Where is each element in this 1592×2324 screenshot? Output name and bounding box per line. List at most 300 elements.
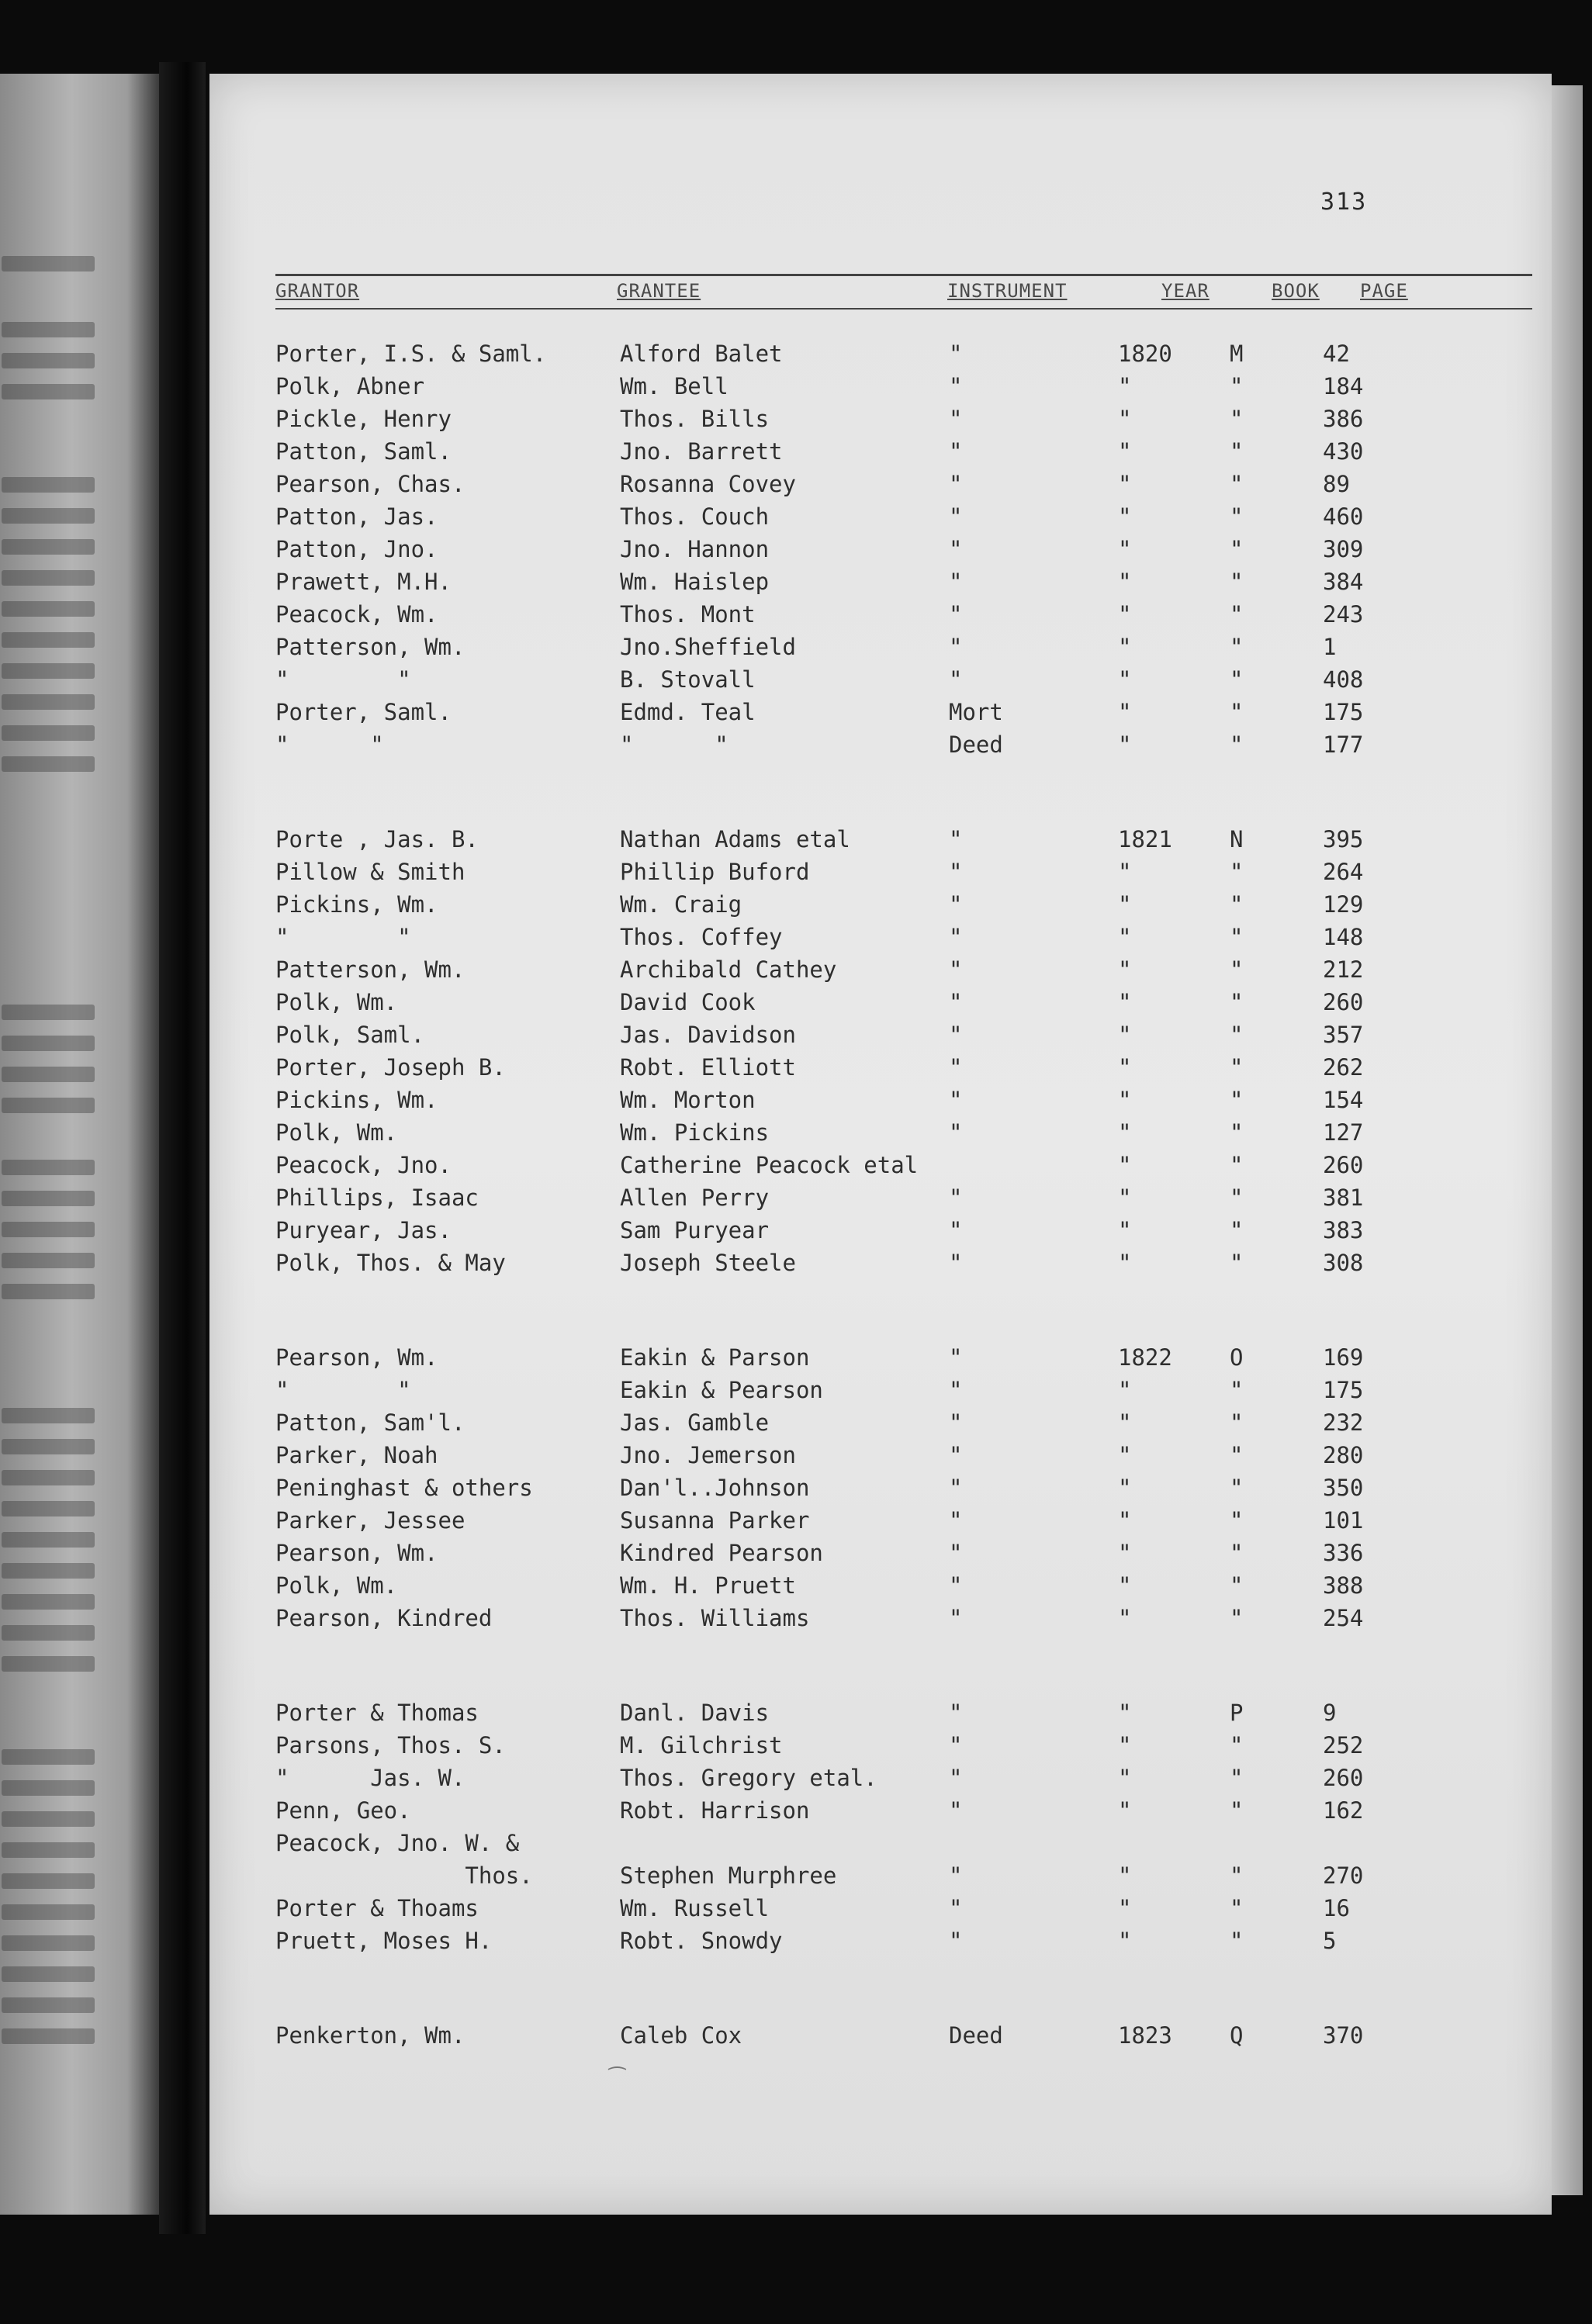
cell-year: " <box>1118 1732 1132 1759</box>
table-row <box>275 1762 1532 1794</box>
cell-instrument: " <box>949 1605 963 1631</box>
cell-instrument: " <box>949 471 963 497</box>
cell-grantor: Patton, Jas. <box>275 503 438 530</box>
table-row <box>275 663 1532 696</box>
cell-page: 262 <box>1323 1054 1364 1081</box>
table-row <box>275 986 1532 1018</box>
cell-page: 309 <box>1323 536 1364 562</box>
cell-grantor: Porte , Jas. B. <box>275 826 479 852</box>
cell-book: " <box>1230 891 1244 918</box>
cell-grantee: Archibald Cathey <box>620 956 837 983</box>
cell-instrument: Deed <box>949 731 1003 758</box>
cell-grantor: " " <box>275 731 384 758</box>
ghost-text <box>2 1935 95 1951</box>
table-row <box>275 1729 1532 1762</box>
cell-book: " <box>1230 503 1244 530</box>
cell-grantor: " " <box>275 1377 411 1403</box>
ghost-text <box>2 1563 95 1579</box>
cell-book: " <box>1230 956 1244 983</box>
cell-grantee: Thos. Coffey <box>620 924 783 950</box>
cell-book: " <box>1230 731 1244 758</box>
cell-grantor: Pearson, Wm. <box>275 1344 438 1371</box>
table-row <box>275 598 1532 631</box>
cell-year: " <box>1118 406 1132 432</box>
cell-year: " <box>1118 1217 1132 1243</box>
cell-book: " <box>1230 1087 1244 1113</box>
table-row <box>275 1892 1532 1925</box>
cell-book: " <box>1230 989 1244 1015</box>
table-row <box>275 370 1532 403</box>
cell-book: M <box>1230 341 1244 367</box>
cell-book: " <box>1230 924 1244 950</box>
cell-grantor: Pearson, Wm. <box>275 1540 438 1566</box>
cell-year: " <box>1118 1507 1132 1534</box>
ghost-text <box>2 1036 95 1051</box>
cell-book: " <box>1230 634 1244 660</box>
ghost-text <box>2 1811 95 1827</box>
table-row <box>275 728 1532 761</box>
cell-page: 175 <box>1323 1377 1364 1403</box>
ghost-text <box>2 1439 95 1454</box>
cell-year: " <box>1118 956 1132 983</box>
left-page-edge <box>0 74 159 2215</box>
cell-grantor: Thos. <box>275 1862 533 1889</box>
cell-book: Q <box>1230 2022 1244 2049</box>
cell-instrument: " <box>949 1409 963 1436</box>
cell-grantor: Patterson, Wm. <box>275 634 465 660</box>
table-row <box>275 468 1532 500</box>
cell-grantor: Porter & Thoams <box>275 1895 479 1921</box>
cell-page: 175 <box>1323 699 1364 725</box>
cell-grantor: Pearson, Kindred <box>275 1605 493 1631</box>
cell-page: 42 <box>1323 341 1350 367</box>
ghost-text <box>2 477 95 493</box>
table-row <box>275 823 1532 856</box>
cell-book: " <box>1230 666 1244 693</box>
ghost-text <box>2 570 95 586</box>
cell-grantor: Pruett, Moses H. <box>275 1928 493 1954</box>
table-row <box>275 631 1532 663</box>
table-row <box>275 1214 1532 1247</box>
cell-grantee: Robt. Elliott <box>620 1054 796 1081</box>
cell-grantee: Jno. Barrett <box>620 438 783 465</box>
cell-grantor: Parker, Jessee <box>275 1507 465 1534</box>
table-row <box>275 1149 1532 1181</box>
table-row <box>275 337 1532 370</box>
cell-book: " <box>1230 1409 1244 1436</box>
cell-book: " <box>1230 1250 1244 1276</box>
cell-instrument: " <box>949 438 963 465</box>
ghost-text <box>2 1997 95 2013</box>
cell-grantee: Caleb Cox <box>620 2022 742 2049</box>
cell-grantor: Parker, Noah <box>275 1442 438 1468</box>
cell-instrument: " <box>949 406 963 432</box>
cell-book: " <box>1230 859 1244 885</box>
table-row <box>275 435 1532 468</box>
cell-year: " <box>1118 471 1132 497</box>
cell-page: 9 <box>1323 1700 1337 1726</box>
cell-grantee: Jas. Gamble <box>620 1409 770 1436</box>
cell-instrument: " <box>949 1217 963 1243</box>
cell-book: " <box>1230 438 1244 465</box>
cell-book: " <box>1230 536 1244 562</box>
cell-book: " <box>1230 1572 1244 1599</box>
cell-book: " <box>1230 1540 1244 1566</box>
cell-page: 260 <box>1323 989 1364 1015</box>
header-top-rule <box>275 274 1532 276</box>
cell-instrument: " <box>949 1732 963 1759</box>
cell-book: " <box>1230 1732 1244 1759</box>
ghost-text <box>2 1284 95 1299</box>
cell-book: P <box>1230 1700 1244 1726</box>
cell-instrument: " <box>949 1022 963 1048</box>
cell-grantee: Wm. Craig <box>620 891 742 918</box>
cell-grantor: Peacock, Wm. <box>275 601 438 628</box>
cell-page: 381 <box>1323 1184 1364 1211</box>
header-bottom-rule <box>275 308 1532 310</box>
cell-grantor: Pickins, Wm. <box>275 1087 438 1113</box>
ghost-text <box>2 1191 95 1206</box>
cell-book: O <box>1230 1344 1244 1371</box>
cell-grantee: Thos. Gregory etal. <box>620 1765 877 1791</box>
ghost-text <box>2 353 95 368</box>
cell-instrument: " <box>949 1700 963 1726</box>
cell-page: 89 <box>1323 471 1350 497</box>
cell-grantor: Phillips, Isaac <box>275 1184 479 1211</box>
cell-page: 184 <box>1323 373 1364 399</box>
cell-book: " <box>1230 1765 1244 1791</box>
cell-grantee: Wm. Bell <box>620 373 729 399</box>
cell-grantee: Jno.Sheffield <box>620 634 796 660</box>
cell-grantee: Kindred Pearson <box>620 1540 823 1566</box>
cell-instrument: " <box>949 1765 963 1791</box>
table-row <box>275 1859 1532 1892</box>
cell-year: " <box>1118 1765 1132 1791</box>
document-page <box>209 74 1552 2215</box>
ghost-text <box>2 1842 95 1858</box>
cell-book: " <box>1230 1475 1244 1501</box>
cell-page: 260 <box>1323 1765 1364 1791</box>
header-instrument: INSTRUMENT <box>947 280 1068 302</box>
cell-page: 430 <box>1323 438 1364 465</box>
cell-grantee: Allen Perry <box>620 1184 770 1211</box>
cell-instrument: " <box>949 956 963 983</box>
ghost-text <box>2 756 95 772</box>
cell-page: 16 <box>1323 1895 1350 1921</box>
cell-grantor: Penkerton, Wm. <box>275 2022 465 2049</box>
cell-grantee: Dan'l..Johnson <box>620 1475 810 1501</box>
cell-grantor: Patterson, Wm. <box>275 956 465 983</box>
cell-year: 1823 <box>1118 2022 1172 2049</box>
header-year: YEAR <box>1161 280 1210 302</box>
cell-grantee: Wm. H. Pruett <box>620 1572 796 1599</box>
cell-instrument: " <box>949 1475 963 1501</box>
cell-grantee: Catherine Peacock etal <box>620 1152 919 1178</box>
cell-page: 383 <box>1323 1217 1364 1243</box>
cell-grantee: Nathan Adams etal <box>620 826 850 852</box>
table-row <box>275 1051 1532 1084</box>
cell-grantee: Eakin & Pearson <box>620 1377 823 1403</box>
ghost-text <box>2 725 95 741</box>
table-row <box>275 2019 1532 2052</box>
cell-instrument: " <box>949 1442 963 1468</box>
cell-year: " <box>1118 536 1132 562</box>
ghost-text <box>2 1501 95 1516</box>
cell-grantee: Jno. Hannon <box>620 536 770 562</box>
cell-instrument: " <box>949 1377 963 1403</box>
group-separator <box>275 1279 1532 1341</box>
ghost-text <box>2 1594 95 1610</box>
cell-grantee: Jno. Jemerson <box>620 1442 796 1468</box>
cell-instrument: " <box>949 341 963 367</box>
table-row <box>275 1406 1532 1439</box>
ghost-text <box>2 601 95 617</box>
cell-instrument: " <box>949 1928 963 1954</box>
table-row <box>275 856 1532 888</box>
cell-instrument: " <box>949 1540 963 1566</box>
cell-page: 169 <box>1323 1344 1364 1371</box>
cell-book: " <box>1230 471 1244 497</box>
cell-grantor: Porter, Joseph B. <box>275 1054 506 1081</box>
cell-grantee: B. Stovall <box>620 666 756 693</box>
pencil-mark: ⁀ <box>609 2067 625 2091</box>
header-grantee: GRANTEE <box>617 280 701 302</box>
cell-book: " <box>1230 373 1244 399</box>
cell-page: 386 <box>1323 406 1364 432</box>
cell-page: 154 <box>1323 1087 1364 1113</box>
cell-page: 280 <box>1323 1442 1364 1468</box>
cell-grantor: Peacock, Jno. W. & <box>275 1830 520 1856</box>
cell-page: 264 <box>1323 859 1364 885</box>
cell-page: 308 <box>1323 1250 1364 1276</box>
cell-grantee: Eakin & Parson <box>620 1344 810 1371</box>
table-row <box>275 921 1532 953</box>
cell-grantor: Polk, Wm. <box>275 989 398 1015</box>
cell-page: 101 <box>1323 1507 1364 1534</box>
cell-year: " <box>1118 1862 1132 1889</box>
cell-year: " <box>1118 1409 1132 1436</box>
cell-instrument: " <box>949 859 963 885</box>
ghost-text <box>2 1470 95 1485</box>
cell-instrument: " <box>949 826 963 852</box>
ghost-text <box>2 1966 95 1982</box>
table-row <box>275 1827 1532 1859</box>
cell-year: " <box>1118 601 1132 628</box>
table-row <box>275 1084 1532 1116</box>
cell-grantor: Porter, Saml. <box>275 699 452 725</box>
cell-instrument: " <box>949 1507 963 1534</box>
cell-grantor: " " <box>275 666 411 693</box>
cell-page: 1 <box>1323 634 1337 660</box>
cell-grantee: Robt. Harrison <box>620 1797 810 1824</box>
cell-page: 260 <box>1323 1152 1364 1178</box>
table-row <box>275 1116 1532 1149</box>
header-page: PAGE <box>1360 280 1408 302</box>
cell-grantee: " " <box>620 731 729 758</box>
cell-grantee: Jas. Davidson <box>620 1022 796 1048</box>
cell-year: " <box>1118 1700 1132 1726</box>
cell-year: " <box>1118 666 1132 693</box>
cell-year: " <box>1118 503 1132 530</box>
cell-grantee: Rosanna Covey <box>620 471 796 497</box>
table-row <box>275 403 1532 435</box>
cell-grantor: Peninghast & others <box>275 1475 533 1501</box>
cell-year: " <box>1118 1797 1132 1824</box>
cell-instrument: " <box>949 1250 963 1276</box>
cell-year: " <box>1118 438 1132 465</box>
cell-grantor: Polk, Wm. <box>275 1119 398 1146</box>
cell-page: 232 <box>1323 1409 1364 1436</box>
cell-year: 1821 <box>1118 826 1172 852</box>
cell-book: " <box>1230 699 1244 725</box>
cell-grantor: Pillow & Smith <box>275 859 465 885</box>
table-row <box>275 1794 1532 1827</box>
group-separator <box>275 1957 1532 2019</box>
cell-grantee: Edmd. Teal <box>620 699 756 725</box>
cell-instrument: " <box>949 569 963 595</box>
column-headers <box>275 280 1532 311</box>
cell-grantee: Alford Balet <box>620 341 783 367</box>
table-row <box>275 953 1532 986</box>
cell-page: 5 <box>1323 1928 1337 1954</box>
ghost-text <box>2 1408 95 1423</box>
ghost-text <box>2 632 95 648</box>
cell-grantor: Puryear, Jas. <box>275 1217 452 1243</box>
cell-grantor: Patton, Jno. <box>275 536 438 562</box>
cell-year: " <box>1118 1022 1132 1048</box>
ghost-text <box>2 1656 95 1672</box>
cell-grantee: Phillip Buford <box>620 859 810 885</box>
ghost-text <box>2 1904 95 1920</box>
cell-instrument: " <box>949 1895 963 1921</box>
cell-instrument: " <box>949 634 963 660</box>
cell-page: 129 <box>1323 891 1364 918</box>
cell-grantee: Wm. Pickins <box>620 1119 770 1146</box>
cell-year: " <box>1118 634 1132 660</box>
cell-year: " <box>1118 1572 1132 1599</box>
cell-book: " <box>1230 1797 1244 1824</box>
table-row <box>275 1504 1532 1537</box>
cell-year: 1820 <box>1118 341 1172 367</box>
cell-grantor: Polk, Saml. <box>275 1022 425 1048</box>
page-number: 313 <box>1320 188 1368 216</box>
deed-index-table <box>275 337 1532 2052</box>
cell-page: 336 <box>1323 1540 1364 1566</box>
cell-instrument: " <box>949 666 963 693</box>
table-row <box>275 500 1532 533</box>
cell-page: 212 <box>1323 956 1364 983</box>
cell-book: " <box>1230 1217 1244 1243</box>
cell-year: " <box>1118 1605 1132 1631</box>
cell-instrument: " <box>949 1862 963 1889</box>
ghost-text <box>2 508 95 524</box>
cell-grantor: " Jas. W. <box>275 1765 465 1791</box>
cell-grantee: Thos. Mont <box>620 601 756 628</box>
ghost-text <box>2 1160 95 1175</box>
cell-instrument: " <box>949 1119 963 1146</box>
cell-grantee: Wm. Haislep <box>620 569 770 595</box>
cell-grantor: Polk, Abner <box>275 373 425 399</box>
cell-grantor: Polk, Thos. & May <box>275 1250 506 1276</box>
group-separator <box>275 761 1532 823</box>
cell-page: 148 <box>1323 924 1364 950</box>
cell-instrument: " <box>949 1344 963 1371</box>
ghost-text <box>2 1005 95 1020</box>
cell-instrument: " <box>949 1184 963 1211</box>
cell-page: 388 <box>1323 1572 1364 1599</box>
table-row <box>275 1537 1532 1569</box>
table-row <box>275 1247 1532 1279</box>
ghost-text <box>2 384 95 399</box>
ghost-text <box>2 1222 95 1237</box>
cell-instrument: " <box>949 373 963 399</box>
cell-year: " <box>1118 731 1132 758</box>
cell-grantor: " " <box>275 924 411 950</box>
table-row <box>275 1439 1532 1472</box>
ghost-text <box>2 1098 95 1113</box>
cell-grantee: Thos. Williams <box>620 1605 810 1631</box>
table-row <box>275 1341 1532 1374</box>
cell-book: " <box>1230 1928 1244 1954</box>
ghost-text <box>2 1532 95 1548</box>
cell-page: 350 <box>1323 1475 1364 1501</box>
cell-grantee: Thos. Couch <box>620 503 770 530</box>
cell-grantor: Porter, I.S. & Saml. <box>275 341 547 367</box>
cell-grantor: Peacock, Jno. <box>275 1152 452 1178</box>
cell-grantor: Pickle, Henry <box>275 406 452 432</box>
ghost-text <box>2 539 95 555</box>
cell-page: 370 <box>1323 2022 1364 2049</box>
cell-instrument: Mort <box>949 699 1003 725</box>
cell-book: " <box>1230 601 1244 628</box>
cell-instrument: " <box>949 1797 963 1824</box>
cell-page: 252 <box>1323 1732 1364 1759</box>
cell-book: N <box>1230 826 1244 852</box>
cell-grantee: Joseph Steele <box>620 1250 796 1276</box>
cell-grantee: Robt. Snowdy <box>620 1928 783 1954</box>
ghost-text <box>2 256 95 271</box>
cell-grantor: Parsons, Thos. S. <box>275 1732 506 1759</box>
cell-book: " <box>1230 1022 1244 1048</box>
cell-grantee: Stephen Murphree <box>620 1862 837 1889</box>
book-gutter <box>159 62 206 2234</box>
cell-grantee: Wm. Russell <box>620 1895 770 1921</box>
cell-instrument: Deed <box>949 2022 1003 2049</box>
table-row <box>275 1018 1532 1051</box>
cell-grantee: Thos. Bills <box>620 406 770 432</box>
table-row <box>275 1472 1532 1504</box>
header-book: BOOK <box>1272 280 1320 302</box>
table-row <box>275 1696 1532 1729</box>
cell-instrument: " <box>949 989 963 1015</box>
cell-instrument: " <box>949 1054 963 1081</box>
table-row <box>275 888 1532 921</box>
ghost-text <box>2 322 95 337</box>
cell-instrument: " <box>949 1087 963 1113</box>
cell-grantor: Polk, Wm. <box>275 1572 398 1599</box>
cell-year: " <box>1118 1895 1132 1921</box>
cell-grantee: M. Gilchrist <box>620 1732 783 1759</box>
cell-year: " <box>1118 1475 1132 1501</box>
ghost-text <box>2 694 95 710</box>
ghost-text <box>2 1873 95 1889</box>
cell-grantee: Sam Puryear <box>620 1217 770 1243</box>
ghost-text <box>2 1253 95 1268</box>
cell-page: 357 <box>1323 1022 1364 1048</box>
cell-grantor: Pearson, Chas. <box>275 471 465 497</box>
cell-book: " <box>1230 1895 1244 1921</box>
cell-year: " <box>1118 699 1132 725</box>
